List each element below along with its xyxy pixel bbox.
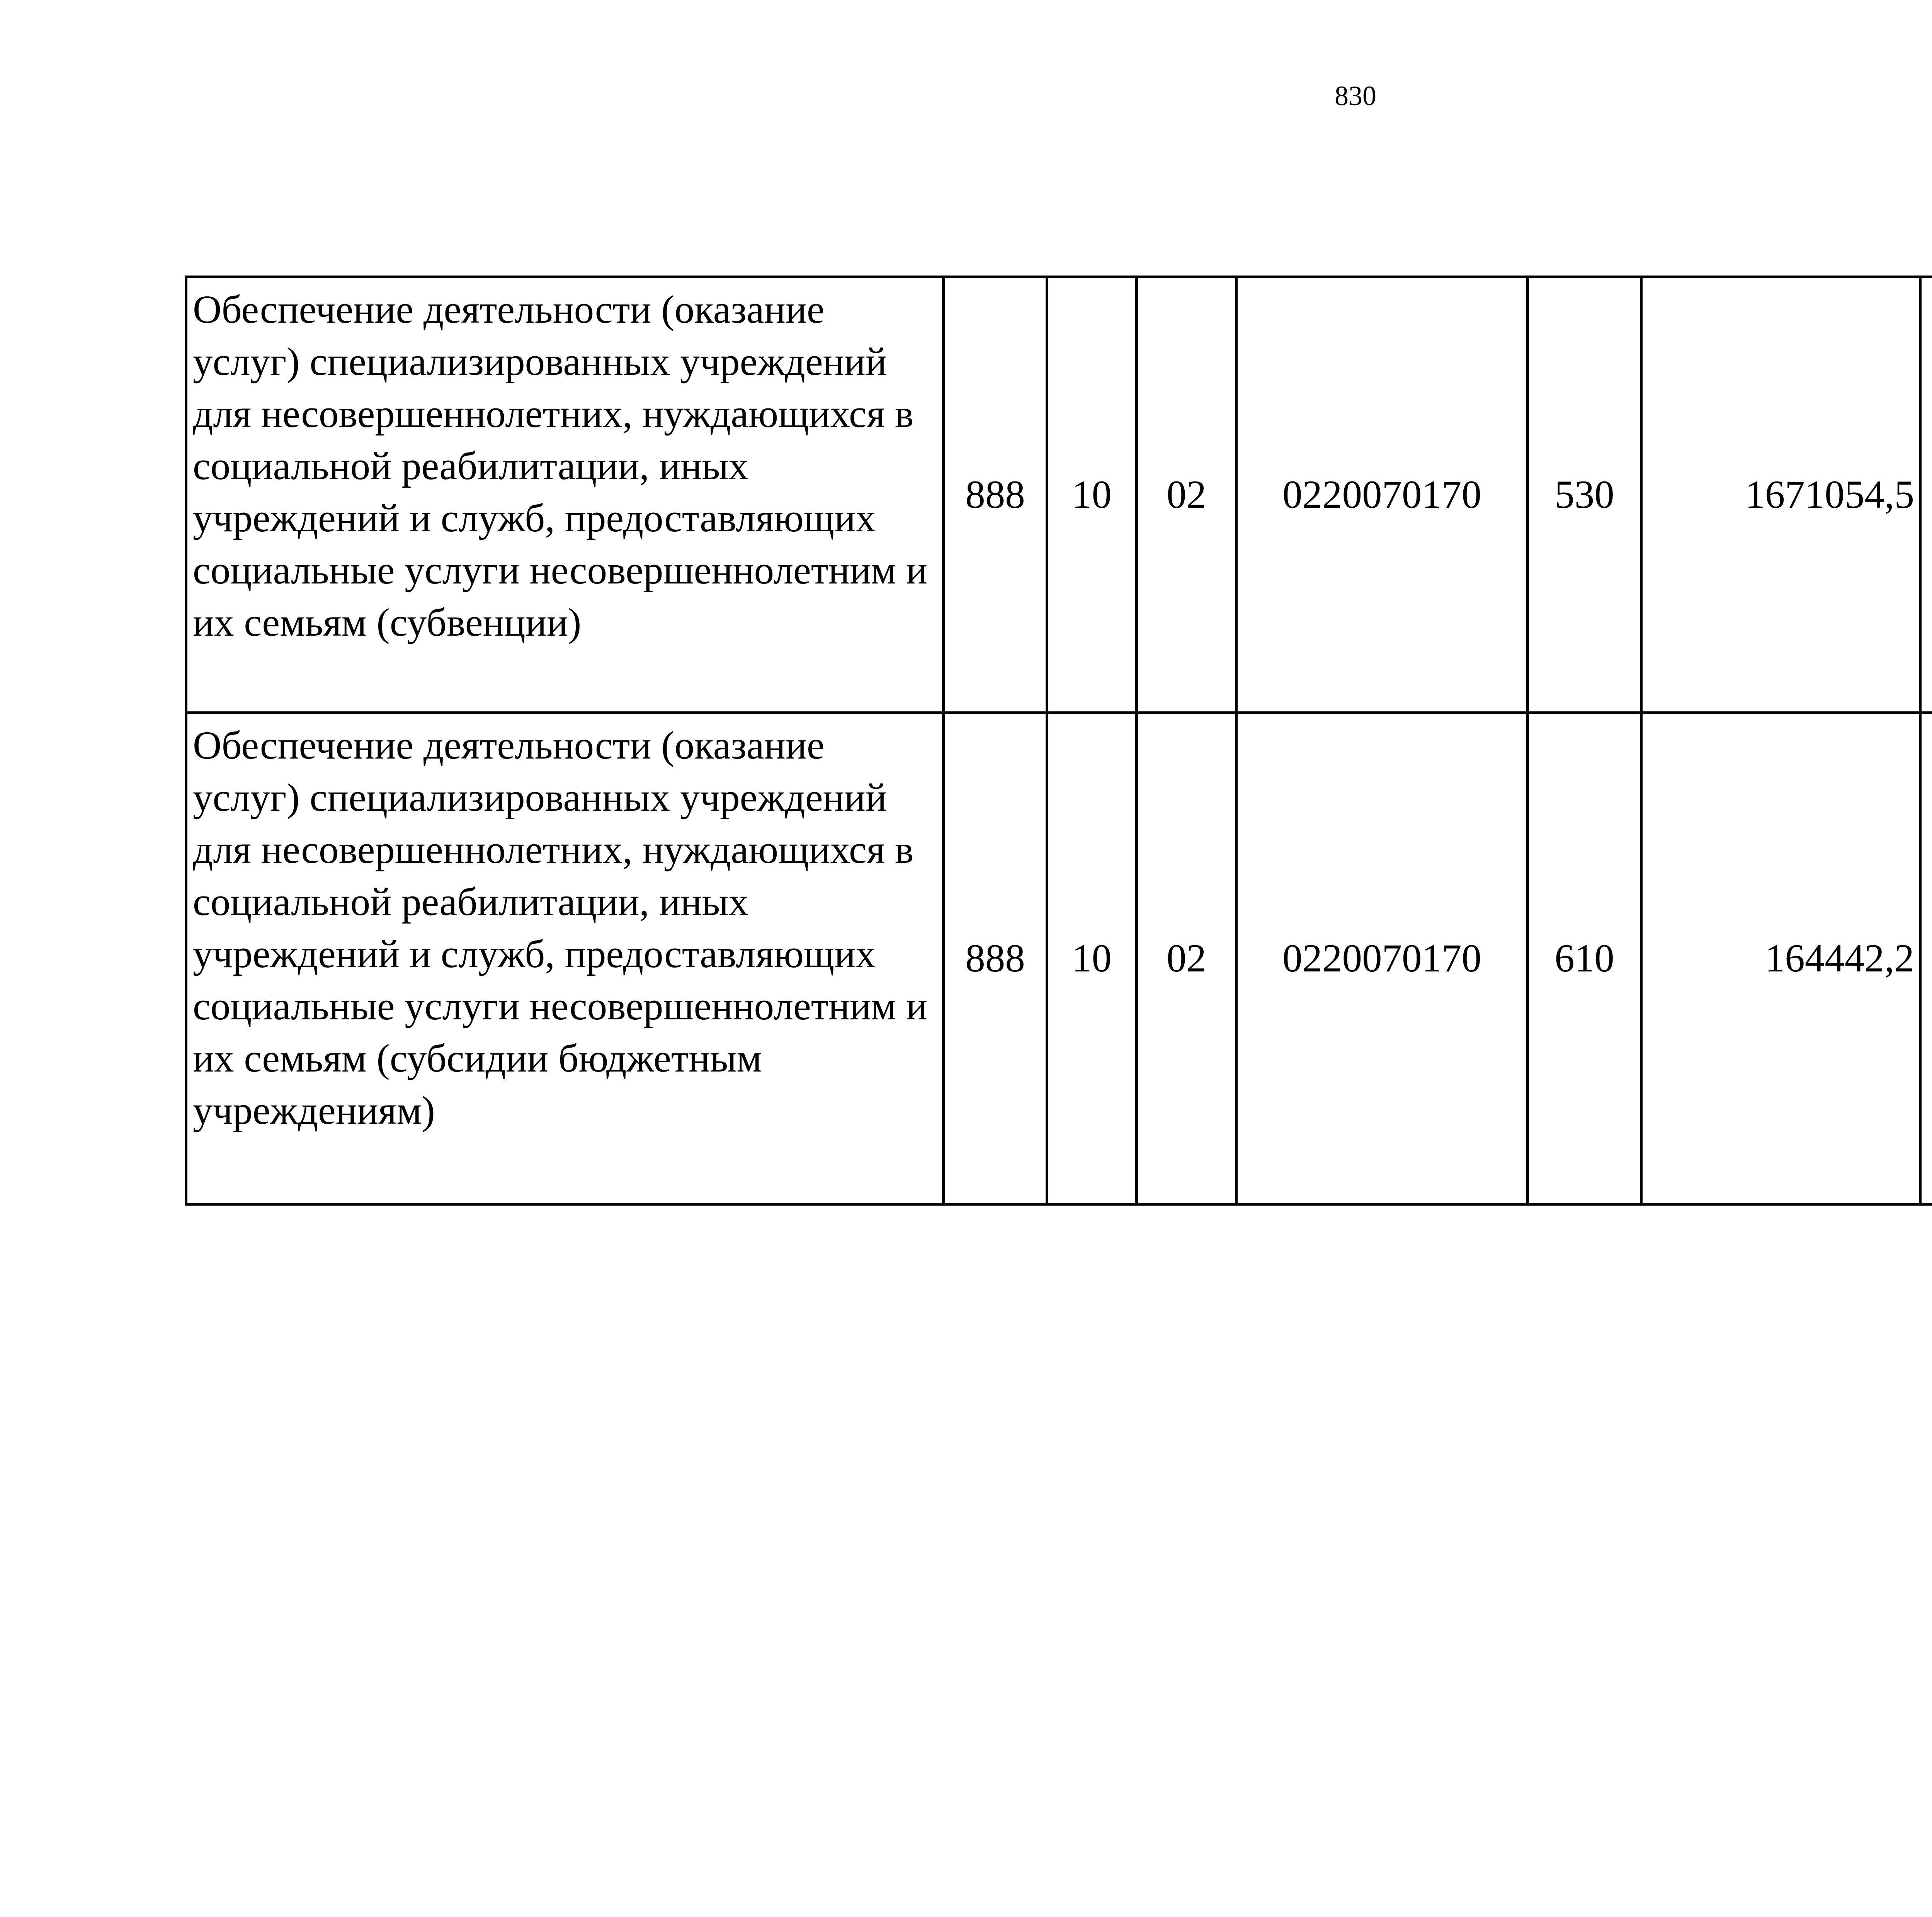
table-row [186, 713, 1932, 1204]
table-row [186, 277, 1932, 713]
ministry-code-cell: 888 [944, 277, 1047, 713]
expense-type-cell: 610 [1528, 713, 1641, 1204]
amount-2-cell [1920, 713, 1932, 1204]
target-article-cell: 0220070170 [1236, 713, 1528, 1204]
target-article-cell: 0220070170 [1236, 277, 1528, 713]
amount-1-cell: 164442,2 [1641, 713, 1920, 1204]
section-code-cell: 10 [1047, 277, 1137, 713]
budget-table [185, 276, 1932, 1206]
section-code-cell: 10 [1047, 713, 1137, 1204]
ministry-code-cell: 888 [944, 713, 1047, 1204]
page-number: 830 [1335, 80, 1376, 111]
subsection-code-cell: 02 [1137, 277, 1236, 713]
subsection-code-cell: 02 [1137, 713, 1236, 1204]
expense-type-cell: 530 [1528, 277, 1641, 713]
expense-name-cell: Обеспечение деятельности (оказание услуг) специализированных учреждений для несовершеннолетних, нуждающихся в социальной реабилитации, иных учреждений и служб, предоставляющих социальные услуги несовершеннолетним и их семьям (субсидии бюджетным учреждениям) [186, 713, 944, 1204]
amount-1-cell: 1671054,5 [1641, 277, 1920, 713]
amount-2-cell [1920, 277, 1932, 713]
expense-name-cell: Обеспечение деятельности (оказание услуг) специализированных учреждений для несовершеннолетних, нуждающихся в социальной реабилитации, иных учреждений и служб, предоставляющих социальные услуги несовершеннолетним и их семьям (субвенции) [186, 277, 944, 713]
